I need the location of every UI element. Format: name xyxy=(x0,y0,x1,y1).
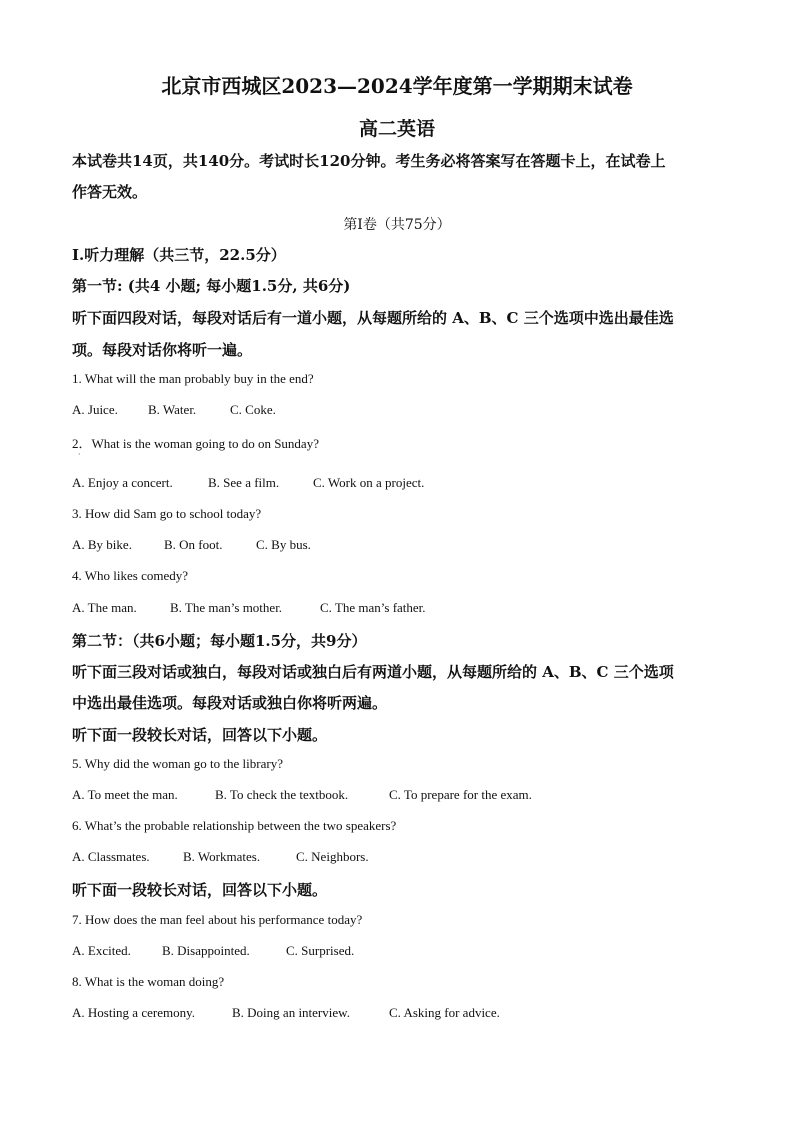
option-b: B. Doing an interview. xyxy=(232,1005,350,1020)
exam-subtitle: 高二英语 xyxy=(358,118,435,140)
exam-title: 北京市西城区2023—2024学年度第一学期期末试卷 xyxy=(161,74,633,98)
volume-title: 第Ⅰ卷（共75分） xyxy=(343,217,451,233)
question-8-options xyxy=(72,1005,500,1021)
option-a: A. By bike. xyxy=(72,537,132,552)
question-4: 4. Who likes comedy? xyxy=(72,568,189,583)
intro-line-1: 本试卷共14页，共140分。考试时长120分钟。考生务必将答案写在答题卡上，在试卷上 xyxy=(72,152,666,170)
option-a: A. To meet the man. xyxy=(72,787,178,802)
section2-instruction-2: 中选出最佳选项。每段对话或独白你将听两遍。 xyxy=(72,694,388,712)
option-c: C. Work on a project. xyxy=(313,475,425,490)
question-1: 1. What will the man probably buy in the end? xyxy=(72,371,314,386)
question-4-options xyxy=(72,600,426,616)
option-a: A. Juice. xyxy=(72,402,118,417)
option-c: C. Asking for advice. xyxy=(389,1005,500,1020)
section2-title: 第二节：（共6小题；每小题1.5分，共9分） xyxy=(72,632,367,650)
option-b: B. On foot. xyxy=(164,537,223,552)
option-c: C. Surprised. xyxy=(286,943,355,958)
option-b: B. Disappointed. xyxy=(162,943,250,958)
intro-line-2: 作答无效。 xyxy=(72,183,148,201)
question-3: 3. How did Sam go to school today? xyxy=(72,506,262,521)
option-c: C. Coke. xyxy=(230,402,276,417)
option-b: B. Water. xyxy=(148,402,197,417)
option-b: B. The man’s mother. xyxy=(170,600,283,615)
stray-mark: · xyxy=(78,450,81,459)
part-title: Ⅰ.听力理解（共三节，22.5分） xyxy=(72,246,286,264)
dialogue-1-heading: 听下面一段较长对话，回答以下小题。 xyxy=(72,726,328,744)
option-c: C. To prepare for the exam. xyxy=(389,787,532,802)
option-c: C. The man’s father. xyxy=(320,600,426,615)
option-a: A. The man. xyxy=(72,600,137,615)
section2-instruction-1: 听下面三段对话或独白，每段对话或独白后有两道小题，从每题所给的 A、B、C 三个选项 xyxy=(72,663,674,681)
section1-instruction-1: 听下面四段对话，每段对话后有一道小题，从每题所给的 A、B、C 三个选项中选出最佳选 xyxy=(72,309,674,327)
question-6-options xyxy=(72,849,369,865)
section1-instruction-2: 项。每段对话你将听一遍。 xyxy=(72,341,253,359)
option-a: A. Classmates. xyxy=(72,849,150,864)
question-3-options xyxy=(72,537,311,553)
question-8: 8. What is the woman doing? xyxy=(72,974,225,989)
option-c: C. By bus. xyxy=(256,537,311,552)
question-2-options xyxy=(72,475,424,491)
question-6: 6. What’s the probable relationship between the two speakers? xyxy=(72,818,397,833)
question-7: 7. How does the man feel about his performance today? xyxy=(72,912,363,927)
question-5: 5. Why did the woman go to the library? xyxy=(72,756,283,771)
option-c: C. Neighbors. xyxy=(296,849,369,864)
option-a: A. Excited. xyxy=(72,943,131,958)
question-2: 2．What is the woman going to do on Sunday? xyxy=(72,436,319,451)
dialogue-2-heading: 听下面一段较长对话，回答以下小题。 xyxy=(72,881,328,899)
option-a: A. Hosting a ceremony. xyxy=(72,1005,195,1020)
section1-title: 第一节: (共4 小题; 每小题1.5分, 共6分) xyxy=(72,277,351,295)
option-b: B. To check the textbook. xyxy=(215,787,349,802)
question-1-options xyxy=(72,402,276,418)
question-7-options xyxy=(72,943,354,959)
option-a: A. Enjoy a concert. xyxy=(72,475,173,490)
option-b: B. Workmates. xyxy=(183,849,261,864)
option-b: B. See a film. xyxy=(208,475,280,490)
question-5-options xyxy=(72,787,532,803)
